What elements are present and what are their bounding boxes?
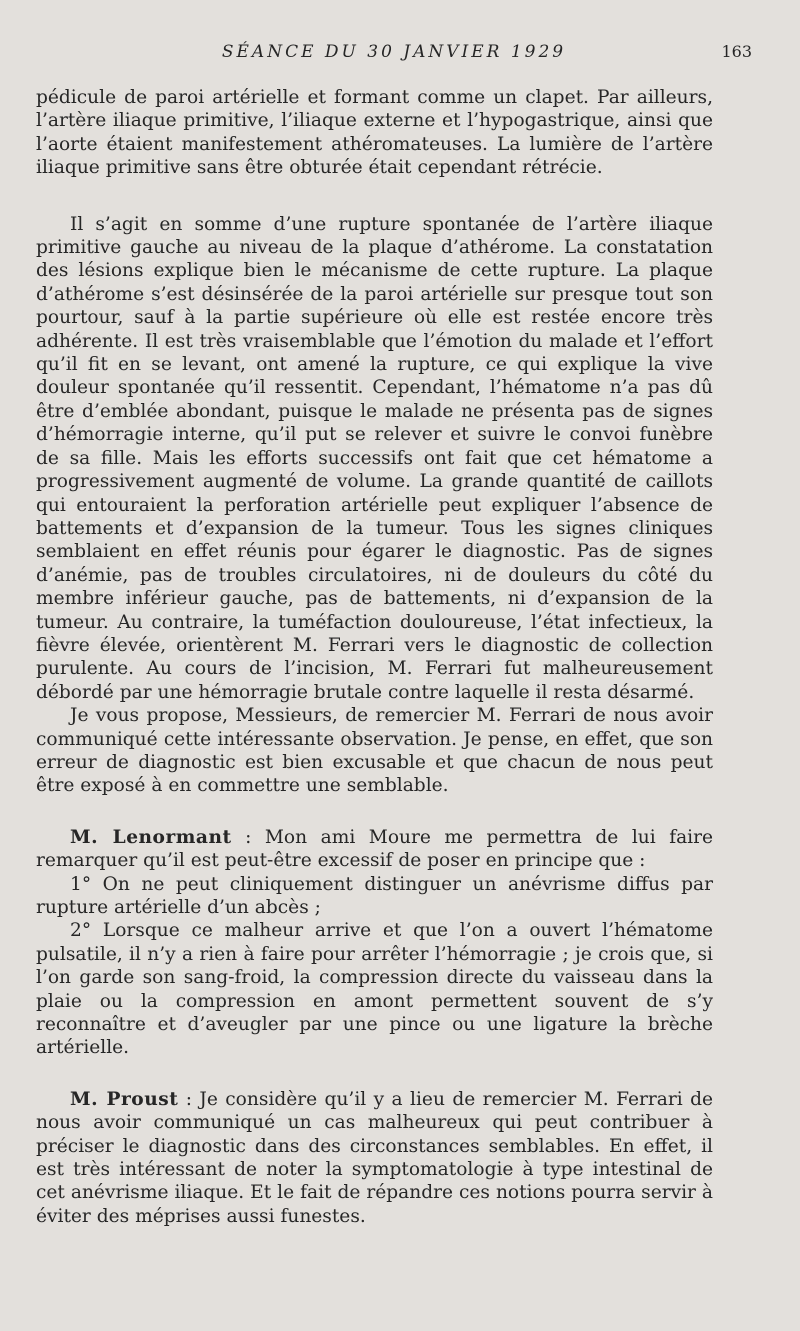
paragraph-lenormant: M. Lenormant : Mon ami Moure me permettra de lui faire remarquer qu’il est peut-être excessif de poser en principe que : [36,826,714,872]
page-number: 163 [721,42,752,61]
paragraph-proust: M. Proust : Je considère qu’il y a lieu de remercier M. Ferrari de nous avoir communiqué un cas malheureux qui peut contribuer à préciser le diagnostic dans des circonstances semblables. En effet, il est très intéressant de noter la symptomatologie à type intestinal de cet anévrisme iliaque. Et le fait de répandre ces notions pourra servir à éviter des méprises aussi funestes. [36,1088,713,1227]
paragraph-continued: pédicule de paroi artérielle et formant comme un clapet. Par ailleurs, l’artère iliaque primitive, l’iliaque externe et l’hypogastrique, ainsi que l’aorte étaient manifestement athéromateuses. La lumière de l’artère iliaque primitive sans être obturée était cependant rétrécie. [36,87,713,179]
page-header [36,42,752,66]
paragraph-point-1: 1° On ne peut cliniquement distinguer un anévrisme diffus par rupture artérielle d’un abcès ; [36,873,713,918]
speaker-name: M. Proust [70,1088,179,1110]
running-title: SÉANCE DU 30 JANVIER 1929 [221,42,567,62]
body-text [36,86,713,1228]
speaker-name: M. Lenormant [70,826,232,848]
paragraph-discussion: Il s’agit en somme d’une rupture spontanée de l’artère iliaque primitive gauche au niveau de la plaque d’athérome. La constatation des lésions explique bien le mécanisme de cette rupture. La plaque d’athérome s’est désinsérée de la paroi artérielle sur presque tout son pourtour, sauf à la partie supérieure où elle est restée encore très adhérente. Il est très vraisemblable que l’émotion du malade et l’effort qu’il fit en se levant, ont amené la rupture, ce qui explique la vive douleur spontanée qu’il ressentit. Cependant, l’hématome n’a pas dû être d’emblée abondant, puisque le malade ne présenta pas de signes d’hémorragie interne, qu’il put se relever et suivre le convoi funèbre de sa fille. Mais les efforts successifs ont fait que cet hématome a progressivement augmenté de volume. La grande quantité de caillots qui entouraient la perforation artérielle peut expliquer l’absence de battements et d’expansion de la tumeur. Tous les signes cliniques semblaient en effet réunis pour égarer le diagnostic. Pas de signes d’anémie, pas de troubles circulatoires, ni de douleurs du côté du membre inférieur gauche, pas de battements, ni d’expansion de la tumeur. Au contraire, la tuméfaction douloureuse, l’état infectieux, la fièvre élevée, orientèrent M. Ferrari vers le diagnostic de collection purulente. Au cours de l’incision, M. Ferrari fut malheureusement débordé par une hémorragie brutale contre laquelle il resta désarmé. [36,213,713,703]
paragraph-proposal: Je vous propose, Messieurs, de remercier M. Ferrari de nous avoir communiqué cette intéressante observation. Je pense, en effet, que son erreur de diagnostic est bien excusable et que chacun de nous peut être exposé à en commettre une semblable. [36,705,713,797]
paragraph-point-2: 2° Lorsque ce malheur arrive et que l’on a ouvert l’hématome pulsatile, il n’y a rien à faire pour arrêter l’hémorragie ; je crois que, si l’on garde son sang-froid, la compression directe du vaisseau dans la plaie ou la compression en amont permettent souvent de s’y reconnaître et d’aveugler par une pince ou une ligature la brèche artérielle. [36,920,713,1059]
